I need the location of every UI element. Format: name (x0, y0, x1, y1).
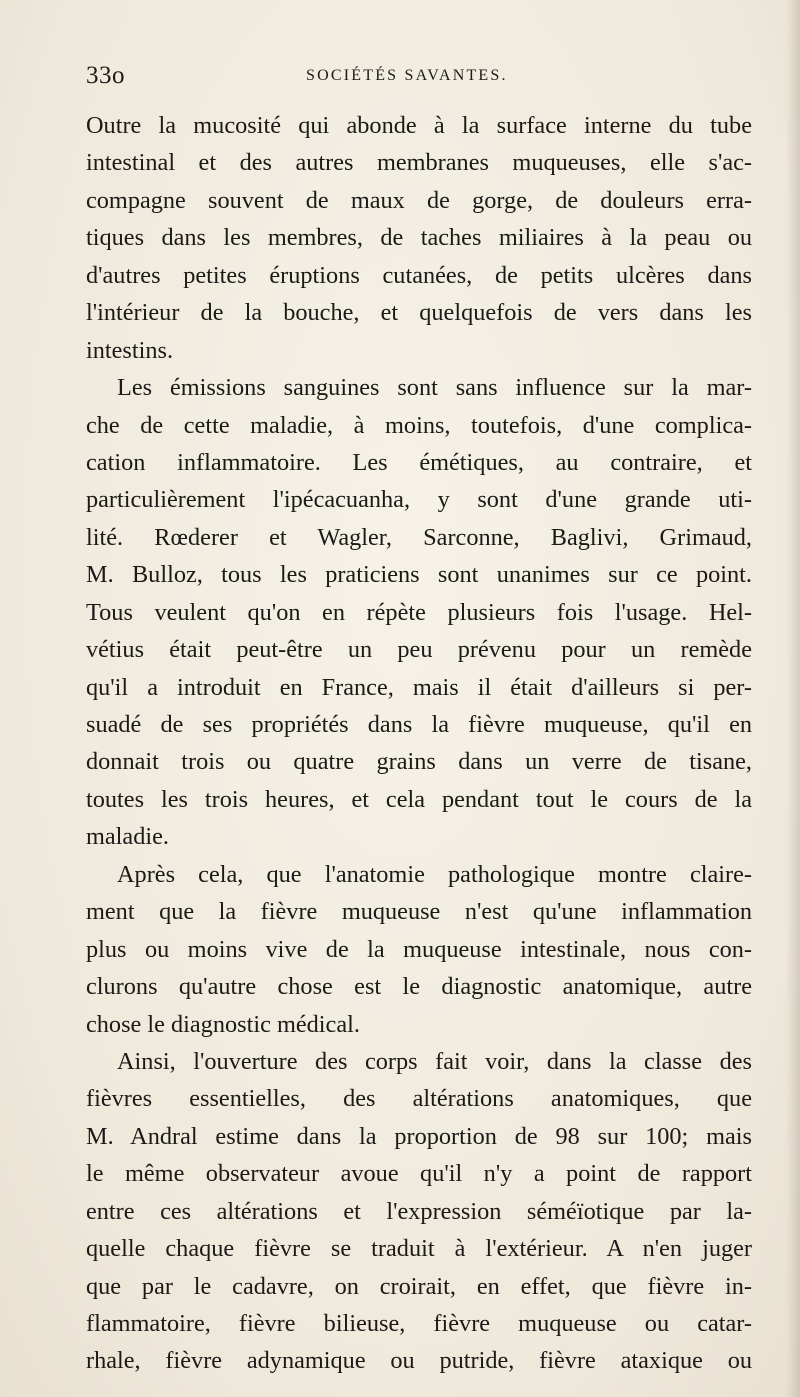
text-line: entre ces altérations et l'expression séméïotique par la- (86, 1197, 752, 1225)
text-line: Outre la mucosité qui abonde à la surface interne du tube (86, 112, 752, 139)
paragraph-end-line: chose le diagnostic médical. (86, 1010, 360, 1038)
text-line: qu'il a introduit en France, mais il était d'ailleurs si per- (86, 673, 752, 701)
text-line: cation inflammatoire. Les émétiques, au contraire, et (86, 448, 752, 476)
text-line: clurons qu'autre chose est le diagnostic anatomique, autre (86, 973, 752, 1001)
paragraph-end-line: intestins. (86, 336, 174, 364)
text-line: l'intérieur de la bouche, et quelquefois de vers dans les (86, 299, 752, 327)
text-line: le même observateur avoue qu'il n'y a point de rapport (86, 1160, 752, 1188)
running-title: SOCIÉTÉS SAVANTES. (306, 67, 508, 84)
body-text (86, 107, 752, 1380)
paragraph-start-line: Après cela, que l'anatomie pathologique montre claire- (117, 860, 752, 888)
text-line: ment que la fièvre muqueuse n'est qu'une inflammation (86, 898, 752, 926)
text-line: flammatoire, fièvre bilieuse, fièvre muqueuse ou catar- (86, 1310, 752, 1337)
text-line: Tous veulent qu'on en répète plusieurs fois l'usage. Hel- (86, 598, 752, 626)
running-head (86, 62, 750, 92)
text-line: quelle chaque fièvre se traduit à l'extérieur. A n'en juger (86, 1235, 752, 1263)
text-line: particulièrement l'ipécacuanha, y sont d'une grande uti- (86, 486, 752, 514)
text-line: fièvres essentielles, des altérations anatomiques, que (86, 1085, 752, 1113)
text-line: M. Bulloz, tous les praticiens sont unanimes sur ce point. (86, 561, 752, 589)
text-line: donnait trois ou quatre grains dans un verre de tisane, (86, 748, 752, 776)
page-number: 33o (86, 62, 125, 89)
text-line: que par le cadavre, on croirait, en effet, que fièvre in- (86, 1272, 752, 1300)
text-line: lité. Rœderer et Wagler, Sarconne, Baglivi, Grimaud, (86, 523, 752, 551)
page-edge-shadow (786, 0, 800, 1397)
text-line: tiques dans les membres, de taches miliaires à la peau ou (86, 224, 752, 252)
paragraph-start-line: Ainsi, l'ouverture des corps fait voir, dans la classe des (117, 1047, 752, 1075)
text-line: vétius était peut-être un peu prévenu pour un remède (86, 636, 752, 664)
paragraph-end-line: maladie. (86, 823, 169, 851)
text-line: intestinal et des autres membranes muqueuses, elle s'ac- (86, 149, 752, 177)
text-line: plus ou moins vive de la muqueuse intestinale, nous con- (86, 935, 752, 963)
text-line: che de cette maladie, à moins, toutefois, d'une complica- (86, 411, 752, 439)
text-line: suadé de ses propriétés dans la fièvre muqueuse, qu'il en (86, 711, 752, 738)
text-line: M. Andral estime dans la proportion de 98 sur 100; mais (86, 1122, 752, 1150)
text-line: toutes les trois heures, et cela pendant tout le cours de la (86, 785, 752, 813)
text-line: rhale, fièvre adynamique ou putride, fièvre ataxique ou (86, 1347, 752, 1375)
paragraph-start-line: Les émissions sanguines sont sans influence sur la mar- (117, 374, 752, 402)
text-line: d'autres petites éruptions cutanées, de petits ulcères dans (86, 261, 752, 289)
text-line: compagne souvent de maux de gorge, de douleurs erra- (86, 186, 752, 214)
